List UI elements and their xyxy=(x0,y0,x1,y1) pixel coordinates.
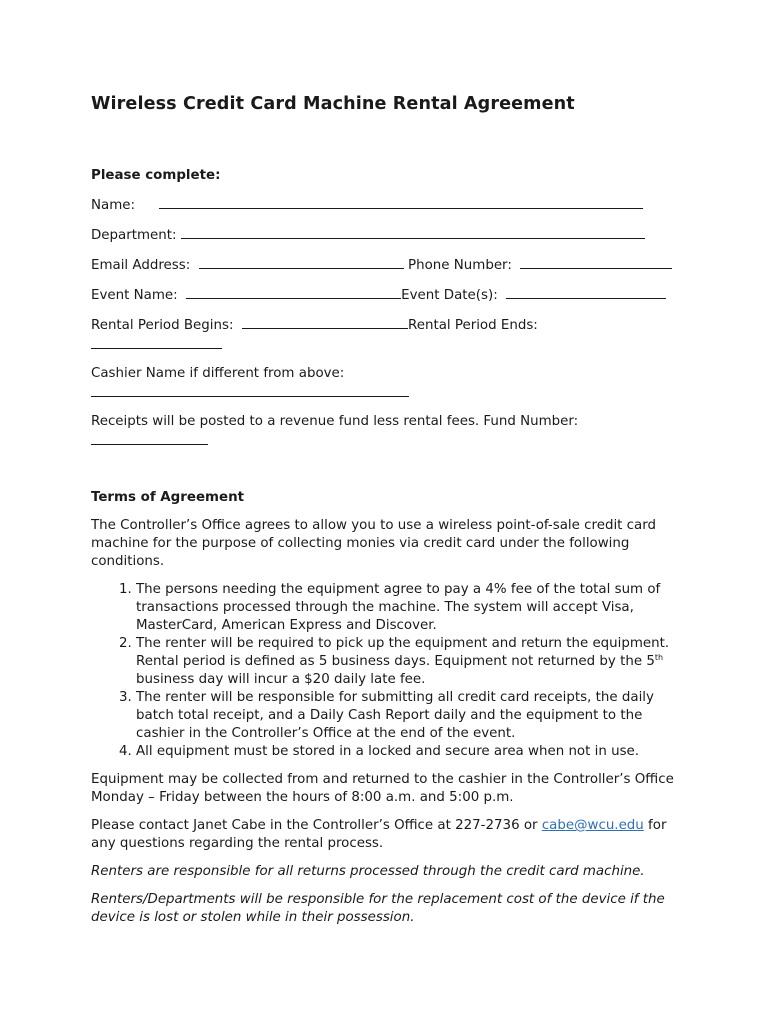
terms-item-3: 3. The renter will be responsible for submitting all credit card receipts, the daily batch total receipt, and a Daily Cash Report daily and the equipment to the cashier in the Controller’s Office at the end of the event. xyxy=(136,689,691,743)
ordinal-suffix: th xyxy=(654,653,664,662)
contact-text-end: for any questions regarding the rental process. xyxy=(91,818,667,851)
terms-intro: The Controller’s Office agrees to allow you to use a wireless point-of-sale credit card machine for the purpose of collecting monies via credit card under the following conditions. xyxy=(91,518,657,569)
fund-number-row xyxy=(91,431,691,451)
form-heading: Please complete: xyxy=(91,168,221,183)
receipts-row xyxy=(91,413,691,431)
name-label: Name: xyxy=(91,198,136,213)
rental-begins-label: Rental Period Begins: xyxy=(91,318,234,333)
phone-label: Phone Number: xyxy=(408,258,512,273)
receipts-text: Receipts will be posted to a revenue fund less rental fees. Fund Number: xyxy=(91,414,579,429)
returns-note: Renters are responsible for all returns processed through the credit card machine. xyxy=(91,864,645,879)
cashier-label-row xyxy=(91,365,691,383)
document-page xyxy=(91,92,691,927)
terms-item-2 xyxy=(136,635,691,689)
terms-list xyxy=(91,581,691,761)
cashier-label: Cashier Name if different from above: xyxy=(91,366,345,381)
event-name-label: Event Name: xyxy=(91,288,178,303)
collection-paragraph: Equipment may be collected from and returned to the cashier in the Controller’s Office Monday – Friday between the hours of 8:00 a.m. and 5:00 p.m. xyxy=(91,772,674,805)
rental-ends-row xyxy=(91,335,691,355)
document-title: Wireless Credit Card Machine Rental Agreement xyxy=(91,94,575,114)
contact-paragraph xyxy=(91,817,691,853)
event-dates-field[interactable] xyxy=(506,285,666,299)
email-field[interactable] xyxy=(199,255,404,269)
department-field[interactable] xyxy=(181,225,645,239)
terms-item-1: 1. The persons needing the equipment agree to pay a 4% fee of the total sum of transactions processed through the machine. The system will accept Visa, MasterCard, American Express and Discover. xyxy=(136,581,691,635)
cashier-field[interactable] xyxy=(91,383,409,397)
terms-heading: Terms of Agreement xyxy=(91,490,244,505)
department-row xyxy=(91,225,691,245)
email-phone-row xyxy=(91,255,691,275)
phone-field[interactable] xyxy=(520,255,672,269)
event-dates-label: Event Date(s): xyxy=(401,288,498,303)
fund-number-field[interactable] xyxy=(91,431,208,445)
terms-item-2-text-end: business day will incur a $20 daily late fee. xyxy=(136,672,426,687)
cashier-field-row xyxy=(91,383,691,403)
rental-ends-field[interactable] xyxy=(91,335,222,349)
name-row xyxy=(91,195,691,215)
email-label: Email Address: xyxy=(91,258,191,273)
rental-period-row xyxy=(91,315,691,335)
event-name-field[interactable] xyxy=(186,285,401,299)
contact-email-link[interactable]: cabe@wcu.edu xyxy=(541,818,644,833)
replacement-note: Renters/Departments will be responsible for the replacement cost of the device if the device is lost or stolen while in their possession. xyxy=(91,892,665,925)
department-label: Department: xyxy=(91,228,177,243)
event-row xyxy=(91,285,691,305)
name-field[interactable] xyxy=(159,195,643,209)
rental-ends-label: Rental Period Ends: xyxy=(408,318,538,333)
terms-item-4: 4. All equipment must be stored in a locked and secure area when not in use. xyxy=(136,743,691,761)
terms-item-2-text: The renter will be required to pick up the equipment and return the equipment. Rental period is defined as 5 business days. Equipment not returned by the 5 xyxy=(136,636,670,669)
rental-begins-field[interactable] xyxy=(242,315,408,329)
contact-text: Please contact Janet Cabe in the Controller’s Office at 227-2736 or xyxy=(91,818,542,833)
